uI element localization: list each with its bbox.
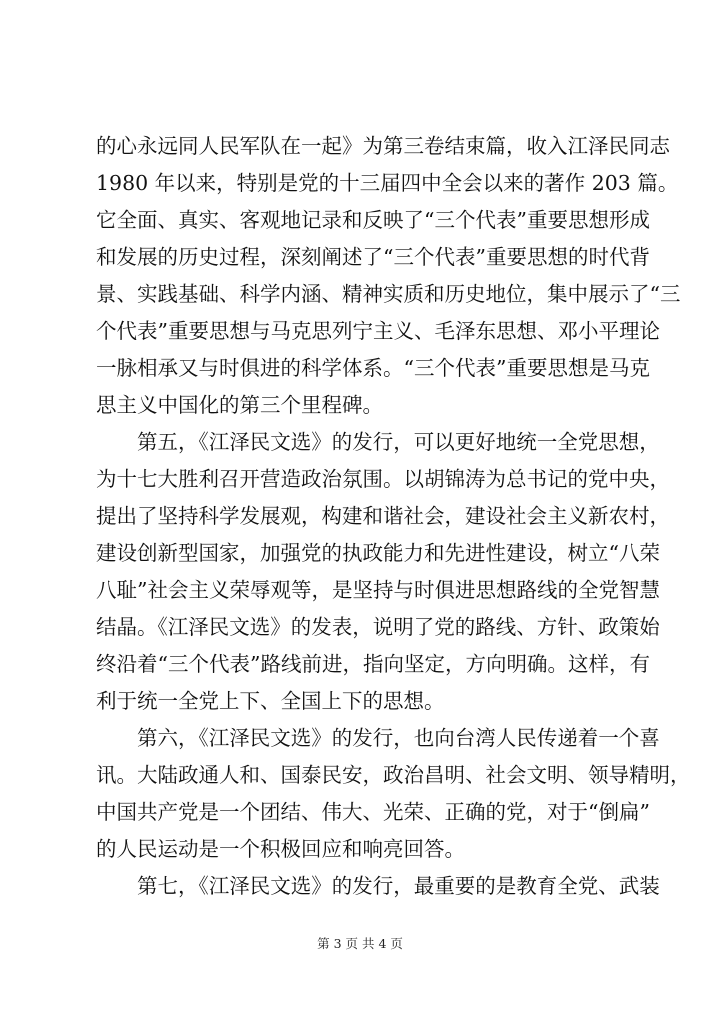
text-line: 终沿着“三个代表”路线前进，指向坚定，方向明确。这样，有 bbox=[96, 652, 650, 676]
text-line: 建设创新型国家，加强党的执政能力和先进性建设，树立“八荣 bbox=[96, 541, 660, 565]
text-line: 结晶。《江泽民文选》的发表，说明了党的路线、方针、政策始 bbox=[96, 615, 660, 639]
text-line: 景、实践基础、科学内涵、精神实质和历史地位，集中展示了“三 bbox=[96, 282, 681, 306]
text-line: 讯。大陆政通人和、国泰民安，政治昌明、社会文明、领导精明， bbox=[96, 763, 691, 787]
text-line: 利于统一全党上下、全国上下的思想。 bbox=[96, 689, 445, 713]
text-line: 它全面、真实、客观地记录和反映了“三个代表”重要思想形成 bbox=[96, 208, 650, 232]
text-line: 第六，《江泽民文选》的发行，也向台湾人民传递着一个喜 bbox=[137, 726, 660, 750]
page-number-footer: 第 3 页 共 4 页 bbox=[317, 936, 403, 951]
text-line: 的心永远同人民军队在一起》为第三卷结束篇，收入江泽民同志 bbox=[96, 134, 670, 158]
text-line: 一脉相承又与时俱进的科学体系。“三个代表”重要思想是马克 bbox=[96, 356, 650, 380]
body-text bbox=[96, 128, 691, 905]
text-line: 第七，《江泽民文选》的发行，最重要的是教育全党、武装 bbox=[137, 874, 660, 898]
text-line: 个代表”重要思想与马克思列宁主义、毛泽东思想、邓小平理论 bbox=[96, 319, 660, 343]
text-line: 中国共产党是一个团结、伟大、光荣、正确的党，对于“倒扁” bbox=[96, 800, 650, 824]
text-line: 1980 年以来，特别是党的十三届四中全会以来的著作 203 篇。 bbox=[96, 171, 679, 195]
text-line: 提出了坚持科学发展观，构建和谐社会，建设社会主义新农村， bbox=[96, 504, 670, 528]
text-line: 为十七大胜利召开营造政治氛围。以胡锦涛为总书记的党中央， bbox=[96, 467, 670, 491]
text-line: 思主义中国化的第三个里程碑。 bbox=[96, 393, 383, 417]
text-line: 的人民运动是一个积极回应和响亮回答。 bbox=[96, 837, 465, 861]
text-line: 第五，《江泽民文选》的发行，可以更好地统一全党思想， bbox=[137, 430, 660, 454]
text-line: 八耻”社会主义荣辱观等，是坚持与时俱进思想路线的全党智慧 bbox=[96, 578, 660, 602]
text-line: 和发展的历史过程，深刻阐述了“三个代表”重要思想的时代背 bbox=[96, 245, 650, 269]
